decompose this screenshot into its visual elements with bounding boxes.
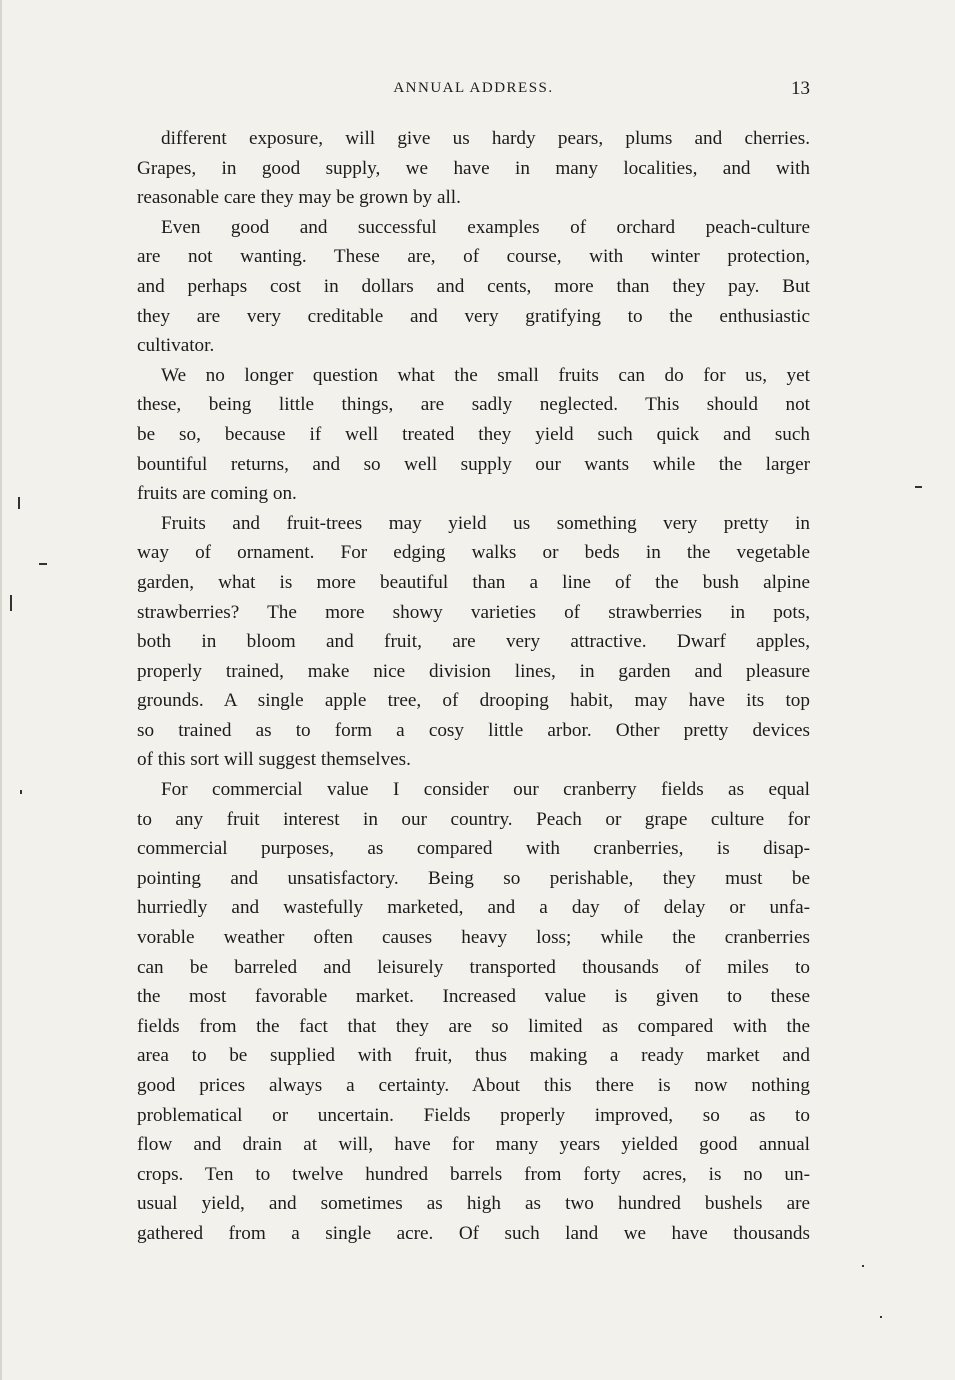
- text-line: fruits are coming on.: [137, 483, 297, 505]
- margin-mark: [20, 790, 22, 794]
- text-line: properly trained, make nice division lines, in garden and pleasure: [137, 660, 810, 682]
- text-line: these, being little things, are sadly neglected. This should not: [137, 394, 810, 416]
- text-line: they are very creditable and very gratifying to the enthusiastic: [137, 305, 810, 327]
- text-line: cultivator.: [137, 335, 215, 357]
- text-line: hurriedly and wastefully marketed, and a day of delay or unfa-: [137, 897, 810, 919]
- text-line: reasonable care they may be grown by all.: [137, 187, 461, 209]
- text-line: area to be supplied with fruit, thus making a ready market and: [137, 1045, 810, 1067]
- body-text: [137, 124, 810, 1249]
- page-edge-shadow: [0, 0, 2, 1380]
- text-line: commercial purposes, as compared with cranberries, is disap-: [137, 838, 810, 860]
- margin-mark: [18, 497, 20, 509]
- text-line: garden, what is more beautiful than a line of the bush alpine: [137, 571, 810, 593]
- text-line: gathered from a single acre. Of such land we have thousands: [137, 1222, 810, 1244]
- margin-mark: [39, 563, 47, 565]
- text-line: strawberries? The more showy varieties of strawberries in pots,: [137, 601, 810, 623]
- text-line: are not wanting. These are, of course, with winter protection,: [137, 246, 810, 268]
- paragraph: [137, 509, 810, 775]
- paragraph: [137, 361, 810, 509]
- text-line: be so, because if well treated they yield such quick and such: [137, 423, 810, 445]
- text-line: flow and drain at will, have for many years yielded good annual: [137, 1134, 810, 1156]
- paragraph: [137, 213, 810, 361]
- text-line: fields from the fact that they are so limited as compared with the: [137, 1015, 810, 1037]
- text-line: For commercial value I consider our cranberry fields as equal: [161, 779, 810, 801]
- text-line: We no longer question what the small fruits can do for us, yet: [161, 364, 810, 386]
- running-title: ANNUAL ADDRESS.: [393, 80, 554, 96]
- text-line: Even good and successful examples of orchard peach-culture: [161, 216, 810, 238]
- text-line: problematical or uncertain. Fields properly improved, so as to: [137, 1104, 810, 1126]
- text-line: grounds. A single apple tree, of drooping habit, may have its top: [137, 690, 810, 712]
- text-line: both in bloom and fruit, are very attractive. Dwarf apples,: [137, 631, 810, 653]
- text-line: of this sort will suggest themselves.: [137, 749, 411, 771]
- paragraph: [137, 124, 810, 213]
- margin-mark: [915, 486, 922, 488]
- text-line: bountiful returns, and so well supply our wants while the larger: [137, 453, 810, 475]
- text-line: the most favorable market. Increased value is given to these: [137, 986, 810, 1008]
- text-line: pointing and unsatisfactory. Being so perishable, they must be: [137, 867, 810, 889]
- text-line: can be barreled and leisurely transported thousands of miles to: [137, 956, 810, 978]
- margin-mark: [880, 1316, 882, 1318]
- text-line: Fruits and fruit-trees may yield us something very pretty in: [161, 512, 810, 534]
- text-line: usual yield, and sometimes as high as two hundred bushels are: [137, 1193, 810, 1215]
- paragraph: [137, 775, 810, 1249]
- running-header: [137, 78, 810, 102]
- text-line: good prices always a certainty. About this there is now nothing: [137, 1075, 810, 1096]
- text-line: Grapes, in good supply, we have in many localities, and with: [137, 157, 810, 179]
- text-line: and perhaps cost in dollars and cents, more than they pay. But: [137, 275, 810, 297]
- margin-mark: [10, 595, 12, 611]
- text-line: crops. Ten to twelve hundred barrels from forty acres, is no un-: [137, 1163, 810, 1185]
- margin-mark: [862, 1265, 864, 1267]
- text-line: so trained as to form a cosy little arbor. Other pretty devices: [137, 719, 810, 741]
- page-number: 13: [791, 78, 810, 99]
- text-line: different exposure, will give us hardy pears, plums and cherries.: [161, 128, 810, 149]
- text-line: to any fruit interest in our country. Peach or grape culture for: [137, 808, 810, 830]
- text-line: way of ornament. For edging walks or beds in the vegetable: [137, 542, 810, 564]
- text-line: vorable weather often causes heavy loss; while the cranberries: [137, 927, 810, 949]
